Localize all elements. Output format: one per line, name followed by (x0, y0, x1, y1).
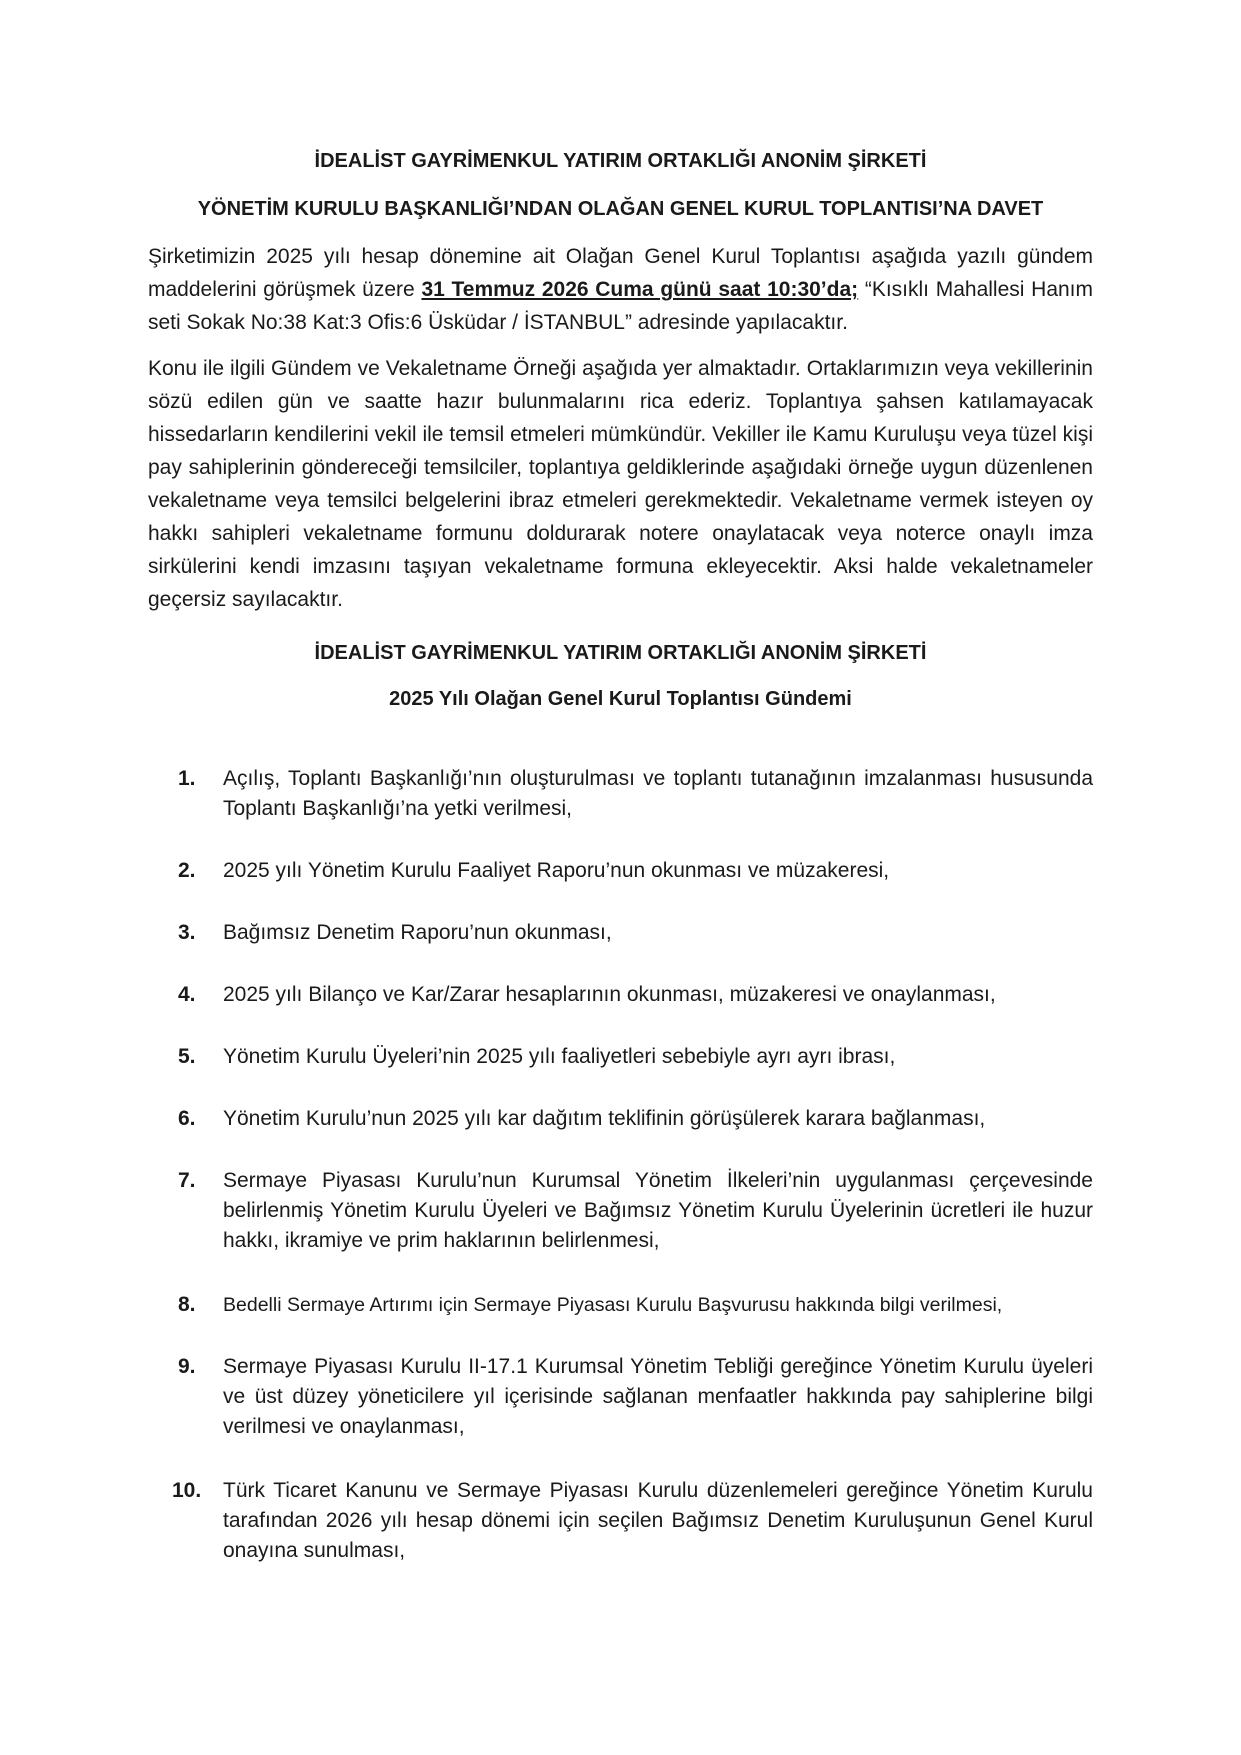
agenda-item-text: Bağımsız Denetim Raporu’nun okunması, (223, 921, 612, 944)
intro-text-after: “Kısıklı Mahallesi Hanım seti Sokak No:38 Kat:3 Ofis:6 Üsküdar / İSTANBUL” adresinde yapılacaktır. (148, 278, 1094, 334)
agenda-item-text: Türk Ticaret Kanunu ve Sermaye Piyasası Kurulu düzenlemeleri gereğince Yönetim Kurulu tarafından 2026 yılı hesap dönemi için seçilen Bağımsız Denetim Kuruluşunun Genel Kurul onayına sunulması, (223, 1479, 1093, 1562)
intro-text-before: Şirketimizin 2025 yılı hesap dönemine ait Olağan Genel Kurul Toplantısı aşağıda yazılı gündem maddelerini görüşmek üzere (148, 245, 1093, 301)
agenda-item-number: 10. (172, 1479, 202, 1502)
agenda-title: 2025 Yılı Olağan Genel Kurul Toplantısı Gündemi (389, 688, 852, 710)
agenda-item-number: 4. (178, 983, 196, 1006)
agenda-item-number: 9. (178, 1355, 196, 1378)
agenda-company-title: İDEALİST GAYRİMENKUL YATIRIM ORTAKLIĞI ANONİM ŞİRKETİ (314, 642, 927, 664)
agenda-item-text: Yönetim Kurulu Üyeleri’nin 2025 yılı faaliyetleri sebebiyle ayrı ayrı ibrası, (223, 1045, 896, 1068)
agenda-item-text: Açılış, Toplantı Başkanlığı’nın oluşturulması ve toplantı tutanağının imzalanması hususunda Toplantı Başkanlığı’na yetki verilmesi, (223, 767, 1093, 820)
agenda-item-text: 2025 yılı Bilanço ve Kar/Zarar hesaplarının okunması, müzakeresi ve onaylanması, (223, 983, 996, 1006)
agenda-item-number: 2. (178, 859, 196, 882)
meeting-datetime: 31 Temmuz 2026 Cuma günü saat 10:30’da; (421, 278, 859, 301)
agenda-item-text: Yönetim Kurulu’nun 2025 yılı kar dağıtım teklifinin görüşülerek karara bağlanması, (223, 1107, 986, 1130)
notice-paragraph: Konu ile ilgili Gündem ve Vekaletname Örneği aşağıda yer almaktadır. Ortaklarımızın veya vekillerinin sözü edilen gün ve saatte hazır bulunmalarını rica ederiz. Toplantıya şahsen katılamayacak hissedarların kendilerini vekil ile temsil etmeleri mümkündür. Vekiller ile Kamu Kuruluşu veya tüzel kişi pay sahiplerinin göndereceği temsilciler, toplantıya geldiklerinde aşağıdaki örneğe uygun düzenlenen vekaletname veya temsilci belgelerini ibraz etmeleri gerekmektedir. Vekaletname vermek isteyen oy hakkı sahipleri vekaletname formunu doldurarak notere onaylatacak veya noterce onaylı imza sirkülerini kendi imzasını taşıyan vekaletname formuna ekleyecektir. Aksi halde vekaletnameler geçersiz sayılacaktır. (148, 357, 1093, 611)
agenda-item-number: 7. (178, 1169, 196, 1192)
company-title: İDEALİST GAYRİMENKUL YATIRIM ORTAKLIĞI ANONİM ŞİRKETİ (314, 150, 927, 172)
agenda-item-text: Sermaye Piyasası Kurulu’nun Kurumsal Yönetim İlkeleri’nin uygulanması çerçevesinde belirlenmiş Yönetim Kurulu Üyeleri ve Bağımsız Yönetim Kurulu Üyelerinin ücretleri ile huzur hakkı, ikramiye ve prim haklarının belirlenmesi, (223, 1169, 1093, 1252)
agenda-item-number: 6. (178, 1107, 196, 1130)
agenda-item-number: 5. (178, 1045, 196, 1068)
agenda-item-number: 1. (178, 767, 196, 790)
invitation-title: YÖNETİM KURULU BAŞKANLIĞI’NDAN OLAĞAN GENEL KURUL TOPLANTISI’NA DAVET (197, 198, 1044, 220)
intro-paragraph (148, 240, 1093, 339)
agenda-item-number: 3. (178, 921, 196, 944)
agenda-item-number: 8. (178, 1293, 196, 1316)
agenda-item-text: Sermaye Piyasası Kurulu II-17.1 Kurumsal Yönetim Tebliği gereğince Yönetim Kurulu üyeleri ve üst düzey yöneticilere yıl içerisinde sağlanan menfaatler hakkında pay sahiplerine bilgi verilmesi ve onaylanması, (223, 1355, 1093, 1438)
agenda-item-text: 2025 yılı Yönetim Kurulu Faaliyet Raporu’nun okunması ve müzakeresi, (223, 859, 890, 882)
agenda-item-text: Bedelli Sermaye Artırımı için Sermaye Piyasası Kurulu Başvurusu hakkında bilgi verilmesi, (223, 1294, 1003, 1316)
